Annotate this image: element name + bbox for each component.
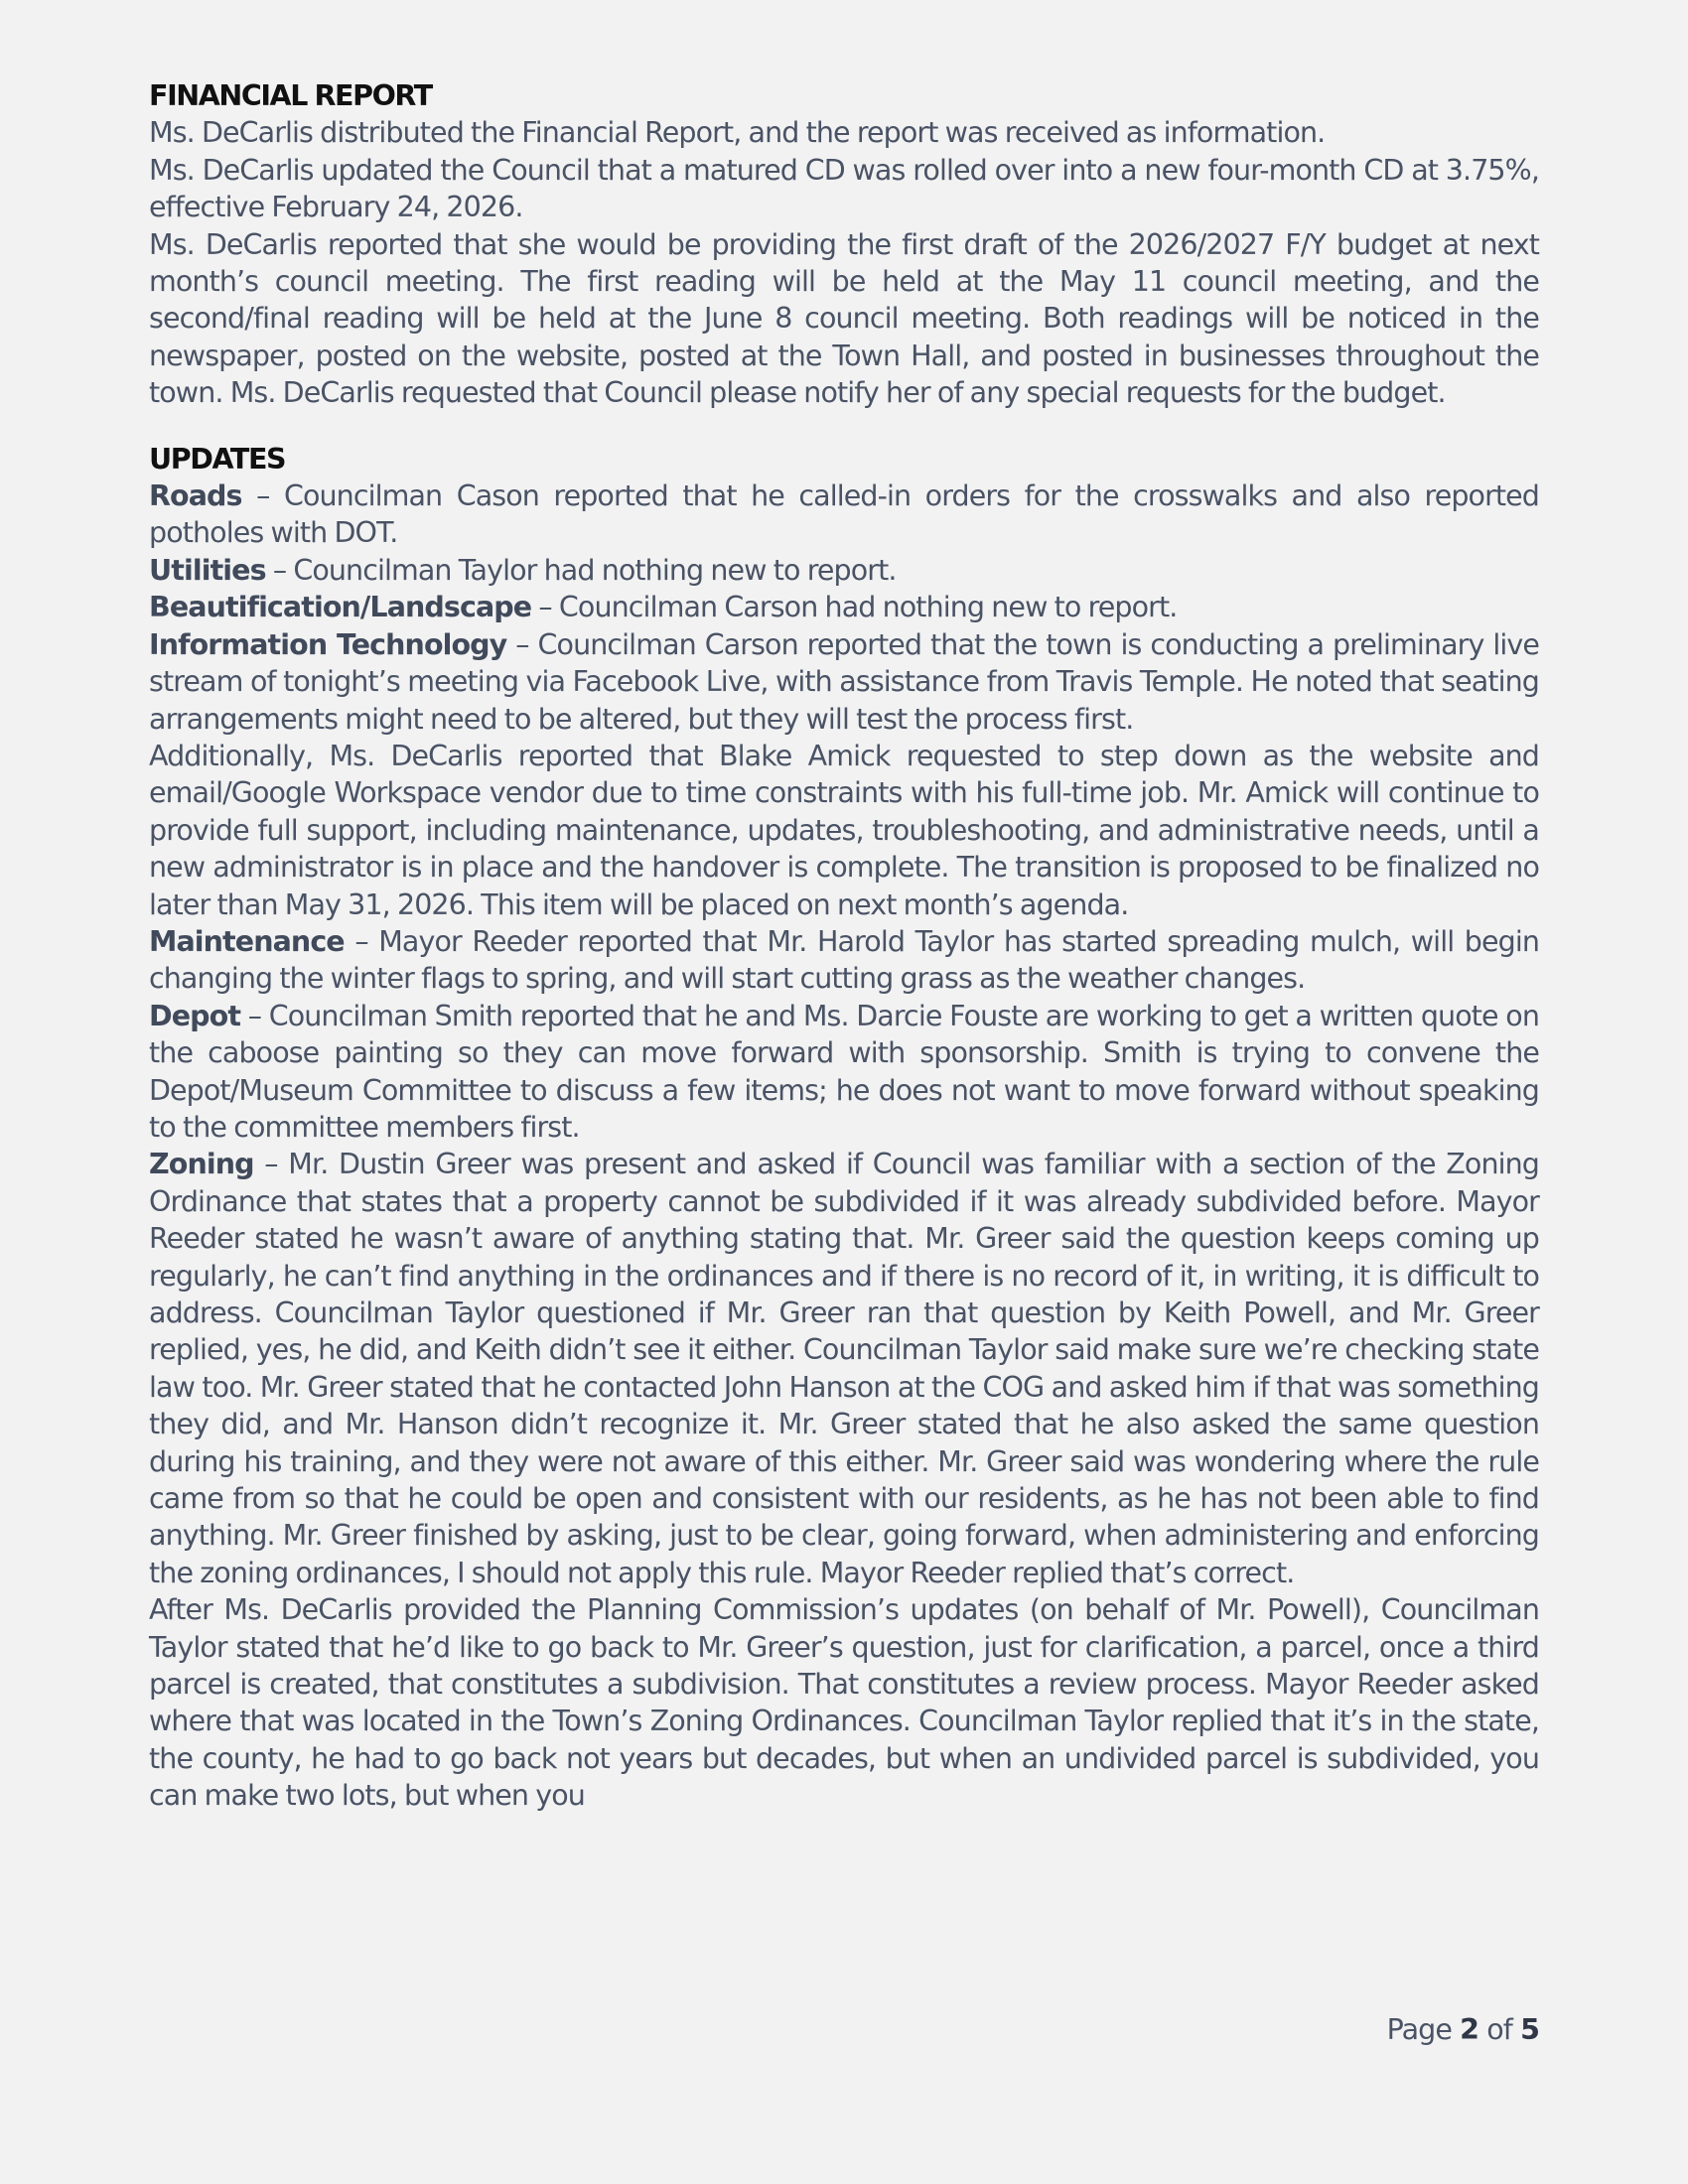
financial-paragraph-3: Ms. DeCarlis reported that she would be providing the first draft of the 2026/2027 F/Y budget at next month’s council meeting. The first reading will be held at the May 11 council meeting, and the second/final reading will be held at the June 8 council meeting. Both readings will be noticed in the newspaper, posted on the website, posted at the Town Hall, and posted in businesses throughout the town. Ms. DeCarlis requested that Council please notify her of any special requests for the budget. — [149, 227, 1539, 410]
financial-paragraph-1: Ms. DeCarlis distributed the Financial Report, and the report was received as information. — [149, 116, 1326, 150]
page-separator: of — [1478, 2013, 1521, 2046]
information-technology-label: Information Technology — [149, 627, 507, 661]
roads-label: Roads — [149, 479, 242, 513]
roads-update — [149, 478, 1539, 552]
zoning-text: – Mr. Dustin Greer was present and asked if Council was familiar with a section of the Zoning Ordinance that states that a property cannot be subdivided if it was already subdivided before. Mayor Reeder stated he wasn’t aware of anything stating that. Mr. Greer said the question keeps coming up regularly, he can’t find anything in the ordinances and if there is no record of it, in writing, it is difficult to address. Councilman Taylor questioned if Mr. Greer ran that question by Keith Powell, and Mr. Greer replied, yes, he did, and Keith didn’t see it either. Councilman Taylor said make sure we’re checking state law too. Mr. Greer stated that he contacted John Hanson at the COG and asked him if that was something they did, and Mr. Hanson didn’t recognize it. Mr. Greer stated that he also asked the same question during his training, and they were not aware of this either. Mr. Greer said was wondering where the rule came from so that he could be open and consistent with our residents, as he has not been able to find anything. Mr. Greer finished by asking, just to be clear, going forward, when administering and enforcing the zoning ordinances, I should not apply this rule. Mayor Reeder replied that’s correct. — [149, 1148, 1539, 1589]
financial-paragraph-2: Ms. DeCarlis updated the Council that a matured CD was rolled over into a new four-month CD at 3.75%, effective February 24, 2026. — [149, 153, 1539, 224]
depot-label: Depot — [149, 999, 241, 1032]
page-total: 5 — [1520, 2013, 1539, 2046]
financial-report-heading: FINANCIAL REPORT — [149, 79, 432, 112]
section-spacer — [149, 412, 1539, 441]
utilities-update — [149, 552, 1539, 589]
document-page — [149, 77, 1539, 1815]
depot-update — [149, 998, 1539, 1147]
page-prefix: Page — [1386, 2013, 1461, 2046]
beautification-label: Beautification/Landscape — [149, 591, 532, 624]
page-number — [149, 2011, 1539, 2048]
maintenance-text: – Mayor Reeder reported that Mr. Harold Taylor has started spreading mulch, will begin changing the winter flags to spring, and will start cutting grass as the weather changes. — [149, 924, 1539, 996]
information-technology-additional: Additionally, Ms. DeCarlis reported that Blake Amick requested to step down as the website and email/Google Workspace vendor due to time constraints with his full-time job. Mr. Amick will continue to provide full support, including maintenance, updates, troubleshooting, and administrative needs, until a new administrator is in place and the handover is complete. The transition is proposed to be finalized no later than May 31, 2026. This item will be placed on next month’s agenda. — [149, 739, 1539, 921]
beautification-update — [149, 589, 1539, 625]
information-technology-update — [149, 626, 1539, 738]
zoning-update — [149, 1146, 1539, 1591]
utilities-text: – Councilman Taylor had nothing new to report. — [265, 553, 897, 587]
page-current: 2 — [1460, 2013, 1479, 2046]
beautification-text: – Councilman Carson had nothing new to report. — [531, 591, 1178, 624]
zoning-followup: After Ms. DeCarlis provided the Planning Commission’s updates (on behalf of Mr. Powell), Councilman Taylor stated that he’d like to go back to Mr. Greer’s question, just for clarification, a parcel, once a third parcel is created, that constitutes a subdivision. That constitutes a review process. Mayor Reeder asked where that was located in the Town’s Zoning Ordinances. Councilman Taylor replied that it’s in the state, the county, he had to go back not years but decades, but when an undivided parcel is subdivided, you can make two lots, but when you — [149, 1593, 1539, 1813]
information-technology-text: – Councilman Carson reported that the town is conducting a preliminary live stream of tonight’s meeting via Facebook Live, with assistance from Travis Temple. He noted that seating arrangements might need to be altered, but they will test the process first. — [149, 627, 1539, 736]
depot-text: – Councilman Smith reported that he and Ms. Darcie Fouste are working to get a written quote on the caboose painting so they can move forward with sponsorship. Smith is trying to convene the Depot/Museum Committee to discuss a few items; he does not want to move forward without speaking to the committee members first. — [149, 999, 1539, 1144]
maintenance-update — [149, 923, 1539, 998]
zoning-label: Zoning — [149, 1148, 254, 1181]
maintenance-label: Maintenance — [149, 924, 345, 958]
roads-text: – Councilman Cason reported that he called-in orders for the crosswalks and also reported potholes with DOT. — [149, 479, 1539, 550]
utilities-label: Utilities — [149, 553, 266, 587]
updates-heading: UPDATES — [149, 442, 286, 476]
